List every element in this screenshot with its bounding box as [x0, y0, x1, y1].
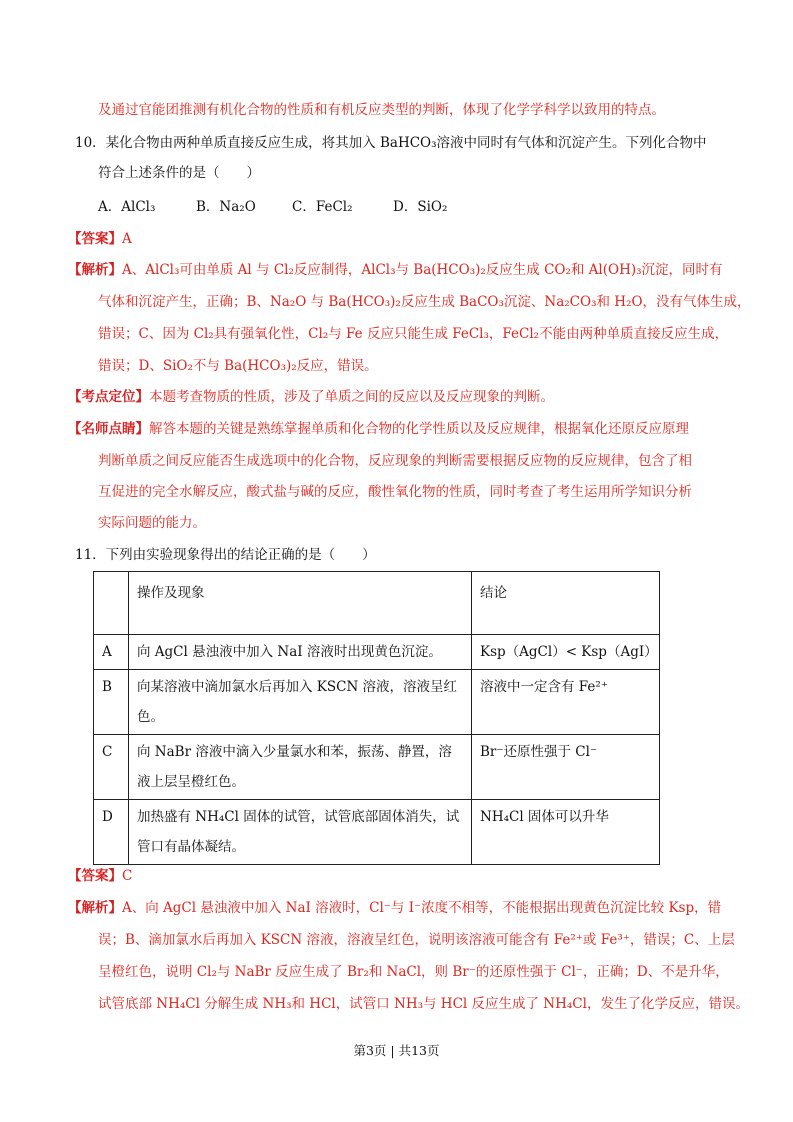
- q11-analysis-1: [68, 899, 721, 917]
- mingshi-text: 解答本题的关键是熟练掌握单质和化合物的化学性质以及反应规律，根据氧化还原反应原理: [149, 421, 689, 437]
- q10-option-a: A．AlCl₃: [98, 199, 156, 215]
- analysis-text: A、AlCl₃可由单质 Al 与 Cl₂反应制得，AlCl₃与 Ba(HCO₃)₂反应生成 CO₂和 Al(OH)₃沉淀，同时有: [122, 262, 723, 278]
- q11-table: [93, 571, 660, 865]
- q10-answer: [68, 230, 132, 248]
- answer-value: C: [122, 868, 133, 884]
- row-operation: 向 NaBr 溶液中滴入少量氯水和苯，振荡、静置，溶液上层呈橙红色。: [129, 735, 472, 800]
- row-operation: 加热盛有 NH₄Cl 固体的试管，试管底部固体消失，试管口有晶体凝结。: [129, 800, 472, 865]
- intro-line: 及通过官能团推测有机化合物的性质和有机反应类型的判断，体现了化学学科学以致用的特点。: [98, 102, 665, 118]
- row-operation: 向 AgCl 悬浊液中加入 NaI 溶液时出现黄色沉淀。: [129, 635, 472, 670]
- kaodian-text: 本题考查物质的性质，涉及了单质之间的反应以及反应现象的判断。: [149, 389, 554, 405]
- analysis-text: A、向 AgCl 悬浊液中加入 NaI 溶液时，Cl⁻与 I⁻浓度不相等，不能根据出现黄色沉淀比较 Ksp，错: [122, 900, 722, 916]
- row-conclusion: 溶液中一定含有 Fe²⁺: [472, 670, 660, 735]
- kaodian-label: 【考点定位】: [68, 389, 149, 405]
- answer-label: 【答案】: [68, 231, 122, 247]
- row-label: A: [94, 635, 129, 670]
- q10-analysis-1: [68, 261, 723, 279]
- table-header-row: [94, 572, 660, 635]
- header-cell: 操作及现象: [129, 572, 472, 635]
- row-label: C: [94, 735, 129, 800]
- analysis-label: 【解析】: [68, 900, 122, 916]
- q10-analysis-4: 错误；D、SiO₂不与 Ba(HCO₃)₂反应，错误。: [98, 358, 378, 374]
- table-row: [94, 800, 660, 865]
- q11-answer: [68, 867, 132, 885]
- q10-mingshi-1: [68, 420, 689, 438]
- q11-stem: 11．下列由实验现象得出的结论正确的是（ ）: [75, 547, 376, 563]
- q10-stem-1: 10．某化合物由两种单质直接反应生成，将其加入 BaHCO₃溶液中同时有气体和沉淀产生。下列化合物中: [75, 135, 707, 151]
- row-conclusion: Ksp（AgCl）< Ksp（AgI）: [472, 635, 660, 670]
- answer-label: 【答案】: [68, 868, 122, 884]
- q10-mingshi-3: 互促进的完全水解反应，酸式盐与碱的反应，酸性氧化物的性质，同时考查了考生运用所学知识分析: [98, 484, 692, 500]
- analysis-label: 【解析】: [68, 262, 122, 278]
- q10-mingshi-4: 实际问题的能力。: [98, 515, 206, 531]
- q10-option-b: B．Na₂O: [196, 199, 256, 215]
- row-operation: 向某溶液中滴加氯水后再加入 KSCN 溶液，溶液呈红色。: [129, 670, 472, 735]
- table-row: [94, 670, 660, 735]
- mingshi-label: 【名师点睛】: [68, 421, 149, 437]
- q10-option-d: D．SiO₂: [393, 199, 448, 215]
- q10-analysis-3: 错误；C、因为 Cl₂具有强氧化性，Cl₂与 Fe 反应只能生成 FeCl₃，FeCl₂不能由两种单质直接反应生成，: [98, 326, 729, 342]
- q10-stem-2: 符合上述条件的是（ ）: [98, 165, 260, 181]
- q10-kaodian: [68, 388, 554, 406]
- q11-analysis-4: 试管底部 NH₄Cl 分解生成 NH₃和 HCl，试管口 NH₃与 HCl 反应生成了 NH₄Cl，发生了化学反应，错误。: [98, 996, 749, 1012]
- row-conclusion: NH₄Cl 固体可以升华: [472, 800, 660, 865]
- q11-analysis-2: 误；B、滴加氯水后再加入 KSCN 溶液，溶液呈红色，说明该溶液可能含有 Fe²⁺或 Fe³⁺，错误；C、上层: [98, 932, 735, 948]
- page-footer: 第3页 | 共13页: [353, 1043, 440, 1058]
- row-conclusion: Br⁻还原性强于 Cl⁻: [472, 735, 660, 800]
- q10-mingshi-2: 判断单质之间反应能否生成选项中的化合物，反应现象的判断需要根据反应物的反应规律，包含了相: [98, 453, 692, 469]
- header-cell: 结论: [472, 572, 660, 635]
- q10-analysis-2: 气体和沉淀产生，正确；B、Na₂O 与 Ba(HCO₃)₂反应生成 BaCO₃沉淀、Na₂CO₃和 H₂O，没有气体生成，: [98, 294, 751, 310]
- table-row: [94, 735, 660, 800]
- row-label: B: [94, 670, 129, 735]
- q11-analysis-3: 呈橙红色，说明 Cl₂与 NaBr 反应生成了 Br₂和 NaCl，则 Br⁻的还原性强于 Cl⁻，正确；D、不是升华，: [98, 964, 729, 980]
- table-row: [94, 635, 660, 670]
- header-cell: [94, 572, 129, 635]
- row-label: D: [94, 800, 129, 865]
- answer-value: A: [122, 231, 132, 247]
- q10-option-c: C．FeCl₂: [292, 199, 353, 215]
